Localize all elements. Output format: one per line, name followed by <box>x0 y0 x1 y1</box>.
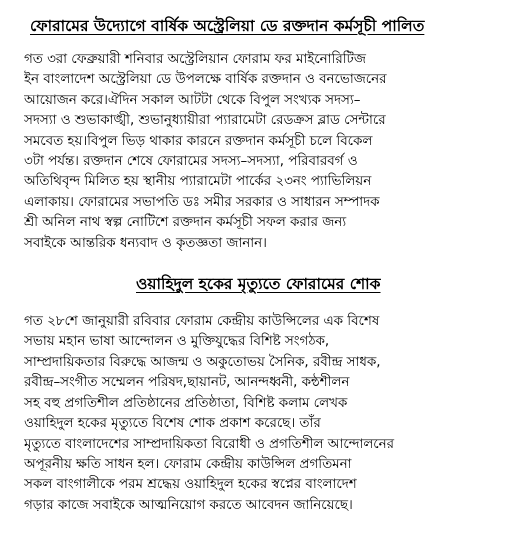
article2-line: সভায় মহান ভাষা আন্দোলন ও মুক্তিযুদ্ধের বিশিষ্ট সংগঠক, <box>24 334 330 350</box>
article2-line: গত ২৮শে জানুয়ারী রবিবার ফোরাম কেন্দ্রীয় কাউন্সিলের এক বিশেষ <box>24 314 380 330</box>
article2-line: গড়ার কাজে সবাইকে আত্মনিয়োগ করতে আবেদন জানিয়েছে। <box>24 497 353 513</box>
article1-line: অতিথিবৃন্দ মিলিত হয় স্থানীয় প্যারামেটা পার্কের ২৩নং প্যাভিলিয়ন <box>24 174 372 190</box>
article1-line: আয়োজন করে।ঐদিন সকাল আটটা থেকে বিপুল সংখ্যক সদস্য– <box>24 92 361 108</box>
article2-body <box>24 312 509 516</box>
article2-title: ওয়াহিদুল হকের মৃত্যুতে ফোরামের শোক <box>136 275 381 294</box>
article2-line: অপূরনীয় ক্ষতি সাধন হল। ফোরাম কেন্দ্রীয় কাউন্সিল প্রগতিমনা <box>24 456 352 472</box>
article1-line: সমবেত হয়।বিপুল ভিড় থাকার কারনে রক্তদান কর্মসূচী চলে বিকেল <box>24 133 373 149</box>
article1-line: সবাইকে আন্তরিক ধন্যবাদ ও কৃতজ্ঞতা জানান। <box>24 235 267 251</box>
article1-line: ৩টা পর্যন্ত। রক্তদান শেষে ফোরামের সদস্য–সদস্যা, পরিবারবর্গ ও <box>24 154 358 170</box>
article2-line: মৃত্যুতে বাংলাদেশের সাম্প্রদায়িকতা বিরোধী ও প্রগতিশীল আন্দোলনের <box>24 436 395 452</box>
article2-line: সহ বহু প্রগতিশীল প্রতিষ্ঠানের প্রতিষ্ঠাতা, বিশিষ্ট কলাম লেখক <box>24 395 348 411</box>
article1-line: শ্রী অনিল নাথ স্বল্প নোটিশে রক্তদান কর্মসূচী সফল করার জন্য <box>24 215 347 231</box>
article1-line: গত ৩রা ফেব্রুয়ারী শনিবার অস্ট্রেলিয়ান ফোরাম ফর মাইনোরিটিজ <box>24 52 366 67</box>
article2-line: ওয়াহিদুল হকের মৃত্যুতে বিশেষ শোক প্রকাশ করেছে। তাঁর <box>24 416 321 432</box>
article1-line: ইন বাংলাদেশ অস্ট্রেলিয়া ডে উপলক্ষে বার্ষিক রক্তদান ও বনভোজনের <box>24 72 387 88</box>
section-spacer <box>24 254 509 274</box>
article1-title: ফোরামের উদ্যোগে বার্ষিক অস্ট্রেলিয়া ডে রক্তদান কর্মসূচী পালিত <box>30 17 425 35</box>
article2-line: রবীন্দ্র–সংগীত সম্মেলন পরিষদ,ছায়ানট, আনন্দধ্বনী, কন্ঠশীলন <box>24 375 350 391</box>
article1-line: সদস্যা ও শুভাকাঙ্খী, শুভানুধ্যায়ীরা প্যারামেটা রেডক্রস ব্লাড সেন্টারে <box>24 113 386 129</box>
article2-line: সাম্প্রদায়িকতার বিরুদ্ধে আজন্ম ও অকুতোভয় সৈনিক, রবীন্দ্র সাধক, <box>24 354 381 370</box>
article1-line: এলাকায়। ফোরামের সভাপতি ডঃ সমীর সরকার ও সাধারন সম্পাদক <box>24 194 380 210</box>
article2-line: সকল বাংগালীকে পরম শ্রদ্ধেয় ওয়াহিদুল হকের স্বপ্নের বাংলাদেশ <box>24 477 357 493</box>
article1-body <box>24 50 509 254</box>
